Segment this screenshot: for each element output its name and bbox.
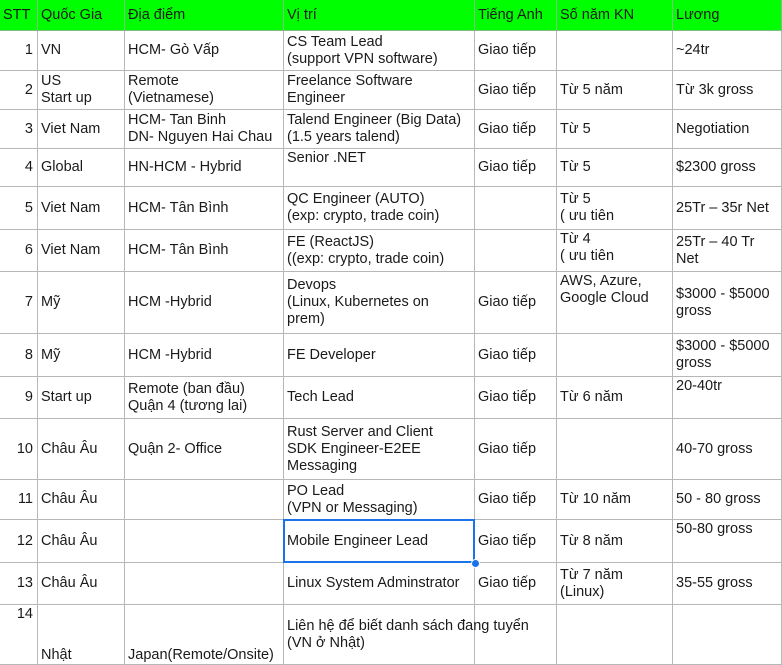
cell-text: Devops <box>287 277 337 293</box>
cell-english[interactable] <box>475 334 557 377</box>
cell-salary[interactable] <box>673 419 782 480</box>
cell-stt[interactable] <box>0 149 38 187</box>
cell-text: 7 <box>24 294 33 310</box>
cell-text: SDK Engineer-E2EE <box>287 440 421 457</box>
cell-position[interactable] <box>284 377 475 419</box>
cell-text: (Linux, Kubernetes on <box>287 294 429 310</box>
cell-text: Châu Âu <box>41 575 98 591</box>
cell-experience[interactable] <box>557 187 673 230</box>
cell-english[interactable] <box>475 480 557 520</box>
cell-text: Giao tiếp <box>478 81 537 98</box>
cell-country[interactable] <box>38 377 125 419</box>
cell-text: FE Developer <box>287 346 376 363</box>
cell-location[interactable] <box>125 419 284 480</box>
cell-position[interactable] <box>284 563 475 605</box>
cell-text: Start up <box>41 389 92 405</box>
cell-text: 13 <box>16 575 33 591</box>
cell-text: Global <box>41 159 83 175</box>
cell-text: Talend Engineer (Big Data) <box>287 112 462 128</box>
cell-english[interactable] <box>475 272 557 334</box>
cell-text: HCM -Hybrid <box>128 294 212 310</box>
cell-salary[interactable] <box>673 71 782 110</box>
cell-position[interactable] <box>284 419 475 480</box>
cell-stt[interactable] <box>0 71 38 110</box>
cell-text: 40-70 gross <box>676 440 753 457</box>
cell-text: $2300 gross <box>676 159 756 175</box>
cell-position[interactable] <box>284 480 475 520</box>
cell-position[interactable] <box>284 149 475 187</box>
cell-text: Số năm KN <box>560 6 635 23</box>
cell-text: Remote <box>128 73 179 89</box>
cell-text: QC Engineer (AUTO) <box>287 191 425 207</box>
cell-country[interactable] <box>38 187 125 230</box>
cell-country[interactable] <box>38 563 125 605</box>
cell-text: AWS, Azure, <box>560 273 642 289</box>
cell-text: Rust Server and Client <box>287 423 433 440</box>
cell-country[interactable] <box>38 110 125 149</box>
cell-experience[interactable] <box>557 334 673 377</box>
cell-text: Engineer <box>287 90 346 106</box>
cell-text: gross <box>676 355 712 371</box>
cell-text: Negotiation <box>676 120 750 137</box>
cell-english[interactable] <box>475 71 557 110</box>
cell-text: Giao tiếp <box>478 120 537 137</box>
cell-text: Địa điểm <box>128 6 186 23</box>
cell-english[interactable] <box>475 520 557 563</box>
cell-text: VN <box>41 42 62 58</box>
cell-text: Từ 5 <box>560 191 591 207</box>
cell-experience[interactable] <box>557 520 673 563</box>
cell-text: Net <box>676 250 699 267</box>
cell-position[interactable] <box>284 272 475 334</box>
cell-location[interactable] <box>125 149 284 187</box>
cell-text: Viet Nam <box>41 199 101 216</box>
cell-english[interactable] <box>475 230 557 272</box>
cell-text: 25Tr – 40 Tr <box>676 233 755 250</box>
cell-text: Từ 4 <box>560 231 591 247</box>
cell-text: Giao tiếp <box>478 491 537 507</box>
cell-text: DN- Nguyen Hai Chau <box>128 129 273 145</box>
cell-text: ( ưu tiên <box>560 208 615 224</box>
cell-position[interactable] <box>284 520 475 563</box>
table-row <box>0 187 782 230</box>
cell-text: $3000 - $5000 <box>676 338 770 354</box>
cell-salary[interactable] <box>673 480 782 520</box>
cell-salary[interactable] <box>673 520 782 563</box>
table-row <box>0 71 782 110</box>
cell-text: 12 <box>16 532 33 549</box>
cell-position[interactable] <box>284 71 475 110</box>
cell-stt[interactable] <box>0 230 38 272</box>
table-row <box>0 377 782 419</box>
cell-text: Linux System Adminstrator <box>287 575 460 591</box>
cell-text: Tiếng Anh <box>478 6 543 23</box>
cell-text: Giao tiếp <box>478 575 537 591</box>
cell-text: 5 <box>24 199 33 216</box>
cell-text: ~24tr <box>676 42 710 58</box>
cell-text: 50-80 gross <box>676 521 753 537</box>
cell-location[interactable] <box>125 272 284 334</box>
cell-position[interactable] <box>284 230 475 272</box>
cell-location[interactable] <box>125 480 284 520</box>
cell-text: 1 <box>24 42 33 58</box>
cell-text: Japan(Remote/Onsite) <box>128 647 274 663</box>
cell-experience[interactable] <box>557 480 673 520</box>
cell-text: 50 - 80 gross <box>676 491 761 507</box>
cell-text: 10 <box>16 440 33 457</box>
cell-location[interactable] <box>125 520 284 563</box>
cell-text: HCM- Tân Bình <box>128 242 229 258</box>
cell-text: Remote (ban đầu) <box>128 380 245 397</box>
cell-stt[interactable] <box>0 31 38 71</box>
cell-position[interactable] <box>284 187 475 230</box>
cell-text: Vị trí <box>287 6 317 23</box>
cell-text: Quận 4 (tương lai) <box>128 397 248 414</box>
cell-english[interactable] <box>475 110 557 149</box>
cell-location[interactable] <box>125 187 284 230</box>
cell-text: HCM- Tân Bình <box>128 199 229 216</box>
cell-text: 25Tr – 35r Net <box>676 199 769 216</box>
cell-stt[interactable] <box>0 110 38 149</box>
cell-text: Liên hệ để biết danh sách đang tuyển <box>287 617 529 634</box>
cell-experience[interactable] <box>557 31 673 71</box>
cell-text: Mỹ <box>41 346 61 363</box>
cell-text: Mỹ <box>41 294 61 310</box>
cell-text: Quốc Gia <box>41 6 103 23</box>
cell-text: 4 <box>24 159 33 175</box>
cell-country[interactable] <box>38 71 125 110</box>
cell-text: Giao tiếp <box>478 440 537 457</box>
cell-text: US <box>41 73 62 89</box>
cell-text: (VN ở Nhật) <box>287 634 365 651</box>
cell-text: Start up <box>41 90 92 106</box>
cell-location[interactable] <box>125 334 284 377</box>
cell-text: 3 <box>24 120 33 137</box>
cell-text: $3000 - $5000 <box>676 285 770 302</box>
cell-text: (Vietnamese) <box>128 90 214 106</box>
cell-english[interactable] <box>475 187 557 230</box>
cell-experience[interactable] <box>557 272 673 334</box>
cell-text: Lương <box>676 6 720 23</box>
cell-country[interactable] <box>38 334 125 377</box>
cell-text: Châu Âu <box>41 532 98 549</box>
cell-stt[interactable] <box>0 563 38 605</box>
cell-country[interactable] <box>38 520 125 563</box>
cell-text: 35-55 gross <box>676 575 753 591</box>
cell-text: Mobile Engineer Lead <box>287 532 429 549</box>
table-row <box>0 605 782 665</box>
cell-text: Châu Âu <box>41 440 98 457</box>
cell-location[interactable] <box>125 230 284 272</box>
cell-salary[interactable] <box>673 149 782 187</box>
header-salary[interactable] <box>673 0 782 31</box>
header-location[interactable] <box>125 0 284 31</box>
cell-text: (support VPN software) <box>287 50 438 67</box>
table-row <box>0 272 782 334</box>
cell-salary[interactable] <box>673 230 782 272</box>
cell-salary[interactable] <box>673 110 782 149</box>
cell-text: Giao tiếp <box>478 389 537 405</box>
cell-salary[interactable] <box>673 605 782 665</box>
cell-experience[interactable] <box>557 149 673 187</box>
cell-text: Từ 5 năm <box>560 81 623 98</box>
header-stt[interactable] <box>0 0 38 31</box>
cell-stt[interactable] <box>0 419 38 480</box>
cell-english[interactable] <box>475 563 557 605</box>
cell-text: Viet Nam <box>41 120 101 137</box>
cell-location[interactable] <box>125 563 284 605</box>
cell-text: Từ 5 <box>560 120 591 137</box>
cell-text: HN-HCM - Hybrid <box>128 159 242 175</box>
cell-text: (exp: crypto, trade coin) <box>287 208 440 224</box>
cell-text: 8 <box>24 346 33 363</box>
cell-text: Viet Nam <box>41 242 101 258</box>
cell-country[interactable] <box>38 605 125 665</box>
table-row <box>0 480 782 520</box>
cell-stt[interactable] <box>0 480 38 520</box>
cell-text: 11 <box>17 491 33 507</box>
cell-english[interactable] <box>475 605 557 665</box>
cell-salary[interactable] <box>673 377 782 419</box>
cell-text: 2 <box>24 81 33 98</box>
cell-salary[interactable] <box>673 187 782 230</box>
cell-text: Từ 6 năm <box>560 389 623 405</box>
cell-text: Từ 5 <box>560 159 591 175</box>
cell-text: STT <box>3 6 31 23</box>
cell-text: HCM -Hybrid <box>128 346 212 363</box>
table-row <box>0 230 782 272</box>
cell-text: Messaging <box>287 457 358 474</box>
table-row <box>0 563 782 605</box>
cell-experience[interactable] <box>557 563 673 605</box>
cell-text: (VPN or Messaging) <box>287 499 418 516</box>
header-row <box>0 0 782 31</box>
cell-country[interactable] <box>38 230 125 272</box>
cell-salary[interactable] <box>673 31 782 71</box>
cell-text: CS Team Lead <box>287 33 383 50</box>
cell-stt[interactable] <box>0 605 38 665</box>
cell-text: 20-40tr <box>676 378 722 394</box>
cell-experience[interactable] <box>557 71 673 110</box>
cell-location[interactable] <box>125 605 284 665</box>
cell-country[interactable] <box>38 480 125 520</box>
cell-english[interactable] <box>475 419 557 480</box>
cell-location[interactable] <box>125 110 284 149</box>
cell-text: Từ 3k gross <box>676 81 754 98</box>
cell-salary[interactable] <box>673 272 782 334</box>
cell-location[interactable] <box>125 71 284 110</box>
cell-text: PO Lead <box>287 482 345 499</box>
cell-text: Từ 7 năm <box>560 566 623 583</box>
cell-position[interactable] <box>284 31 475 71</box>
cell-text: Giao tiếp <box>478 346 537 363</box>
cell-text: FE (ReactJS) <box>287 233 375 250</box>
cell-position[interactable] <box>284 605 529 665</box>
cell-country[interactable] <box>38 272 125 334</box>
cell-text: Freelance Software <box>287 73 413 89</box>
cell-text: ((exp: crypto, trade coin) <box>287 250 445 267</box>
cell-english[interactable] <box>475 377 557 419</box>
cell-location[interactable] <box>125 31 284 71</box>
cell-text: (Linux) <box>560 583 605 600</box>
cell-text: Giao tiếp <box>478 294 537 310</box>
cell-experience[interactable] <box>557 419 673 480</box>
cell-english[interactable] <box>475 149 557 187</box>
cell-text: prem) <box>287 311 325 327</box>
table-row <box>0 520 782 563</box>
cell-stt[interactable] <box>0 520 38 563</box>
cell-country[interactable] <box>38 419 125 480</box>
table-row <box>0 31 782 71</box>
cell-salary[interactable] <box>673 563 782 605</box>
table-row <box>0 419 782 480</box>
table-row <box>0 334 782 377</box>
cell-position[interactable] <box>284 334 475 377</box>
header-english[interactable] <box>475 0 557 31</box>
cell-text: Tech Lead <box>287 389 354 405</box>
cell-experience[interactable] <box>557 605 673 665</box>
header-country[interactable] <box>38 0 125 31</box>
cell-text: Từ 10 năm <box>560 491 631 507</box>
table-row <box>0 110 782 149</box>
cell-text: Google Cloud <box>560 290 649 306</box>
cell-text: Châu Âu <box>41 491 98 507</box>
cell-text: 9 <box>24 389 33 405</box>
fill-handle[interactable] <box>471 559 480 568</box>
cell-text: Senior .NET <box>287 150 366 166</box>
cell-text: Nhật <box>41 647 72 663</box>
header-position[interactable] <box>284 0 475 31</box>
cell-text: HCM- Gò Vấp <box>128 42 220 58</box>
cell-text: 14 <box>16 606 33 622</box>
cell-experience[interactable] <box>557 230 673 272</box>
cell-text: Giao tiếp <box>478 532 537 549</box>
cell-salary[interactable] <box>673 334 782 377</box>
cell-stt[interactable] <box>0 187 38 230</box>
cell-text: Giao tiếp <box>478 42 537 58</box>
cell-text: gross <box>676 302 712 319</box>
cell-text: Giao tiếp <box>478 159 537 175</box>
cell-english[interactable] <box>475 31 557 71</box>
cell-location[interactable] <box>125 377 284 419</box>
cell-experience[interactable] <box>557 377 673 419</box>
cell-text: 6 <box>24 242 33 258</box>
cell-stt[interactable] <box>0 334 38 377</box>
cell-experience[interactable] <box>557 110 673 149</box>
cell-stt[interactable] <box>0 377 38 419</box>
cell-text: (1.5 years talend) <box>287 129 400 145</box>
cell-text: Từ 8 năm <box>560 532 623 549</box>
cell-stt[interactable] <box>0 272 38 334</box>
cell-text: Quận 2- Office <box>128 440 223 457</box>
cell-country[interactable] <box>38 31 125 71</box>
table-row <box>0 149 782 187</box>
cell-text: HCM- Tan Binh <box>128 112 227 128</box>
header-experience[interactable] <box>557 0 673 31</box>
cell-text: ( ưu tiên <box>560 248 615 264</box>
cell-position[interactable] <box>284 110 475 149</box>
cell-country[interactable] <box>38 149 125 187</box>
